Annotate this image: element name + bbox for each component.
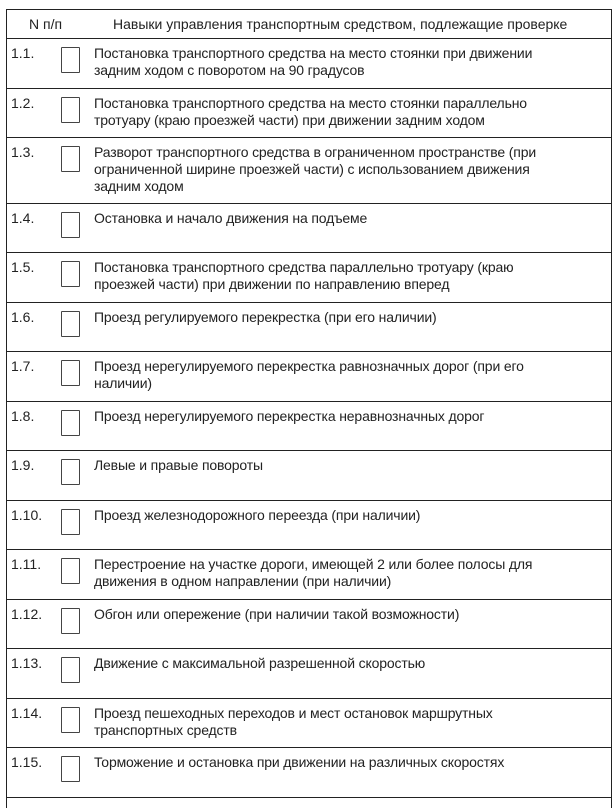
table-continuation [7,798,611,808]
table-header [7,10,611,39]
table-row [7,138,611,204]
row-number: 1.14. [11,704,43,721]
checkbox[interactable] [61,558,80,584]
skills-table [6,9,612,808]
skill-text: Перестроение на участке дороги, имеющей 2 или более полосы для движения в одном направлении (при наличии) [94,556,533,589]
checkbox[interactable] [61,47,80,73]
row-number: 1.12. [11,605,43,622]
row-number: 1.9. [11,457,35,473]
row-number: 1.1. [11,45,35,61]
skill-text: Постановка транспортного средства параллельно тротуару (краю проезжей части) при движении по направлению вперед [94,259,514,292]
row-number: 1.11. [11,556,42,572]
checkbox[interactable] [61,261,80,287]
skill-text: Проезд нерегулируемого перекрестка неравнозначных дорог [94,407,485,424]
row-number: 1.8. [11,407,35,424]
skill-text: Обгон или опережение (при наличии такой возможности) [94,605,460,622]
table-row [7,699,611,749]
row-number: 1.10. [11,506,43,523]
skill-text: Проезд нерегулируемого перекрестка равнозначных дорог (при его наличии) [94,358,524,391]
table-row [7,600,611,650]
table-row [7,550,611,600]
checkbox[interactable] [61,608,80,634]
checkbox[interactable] [61,707,80,733]
skill-text: Торможение и остановка при движении на различных скоростях [94,754,505,770]
header-title: Навыки управления транспортным средством, подлежащие проверке [113,16,568,32]
table-row [7,303,611,353]
table-row [7,402,611,452]
skill-text: Движение с максимальной разрешенной скоростью [94,655,426,671]
table-row [7,204,611,254]
skill-text: Разворот транспортного средства в ограниченном пространстве (при ограниченной ширине проезжей части) с использованием движения задним ходом [94,144,536,194]
checkbox[interactable] [61,756,80,782]
skill-text: Остановка и начало движения на подъеме [94,209,368,226]
checkbox[interactable] [61,410,80,436]
row-number: 1.5. [11,259,35,275]
skill-text: Проезд железнодорожного переезда (при наличии) [94,506,421,523]
skill-text: Левые и правые повороты [94,457,263,473]
row-number: 1.13. [11,655,43,671]
row-number: 1.7. [11,358,35,374]
table-row [7,253,611,303]
table-row [7,451,611,501]
skill-text: Проезд регулируемого перекрестка (при его наличии) [94,308,437,325]
checkbox[interactable] [61,657,80,683]
skill-text: Постановка транспортного средства на место стоянки при движении задним ходом с поворотом на 90 градусов [94,45,533,78]
table-row [7,649,611,699]
row-number: 1.3. [11,144,35,160]
checkbox[interactable] [61,311,80,337]
row-number: 1.15. [11,754,43,770]
table-row [7,39,611,89]
checkbox[interactable] [61,509,80,535]
skill-text: Постановка транспортного средства на место стоянки параллельно тротуару (краю проезжей части) при движении задним ходом [94,94,527,128]
table-row [7,501,611,551]
checkbox[interactable] [61,146,80,172]
table-row [7,352,611,402]
table-row [7,89,611,139]
checkbox[interactable] [61,212,80,238]
checkbox[interactable] [61,97,80,123]
row-number: 1.2. [11,94,35,111]
checkbox[interactable] [61,459,80,485]
table-row [7,748,611,798]
row-number: 1.6. [11,308,35,325]
header-number: N п/п [29,16,63,32]
checkbox[interactable] [61,360,80,386]
row-number: 1.4. [11,209,35,226]
skill-text: Проезд пешеходных переходов и мест остановок маршрутных транспортных средств [94,704,493,738]
